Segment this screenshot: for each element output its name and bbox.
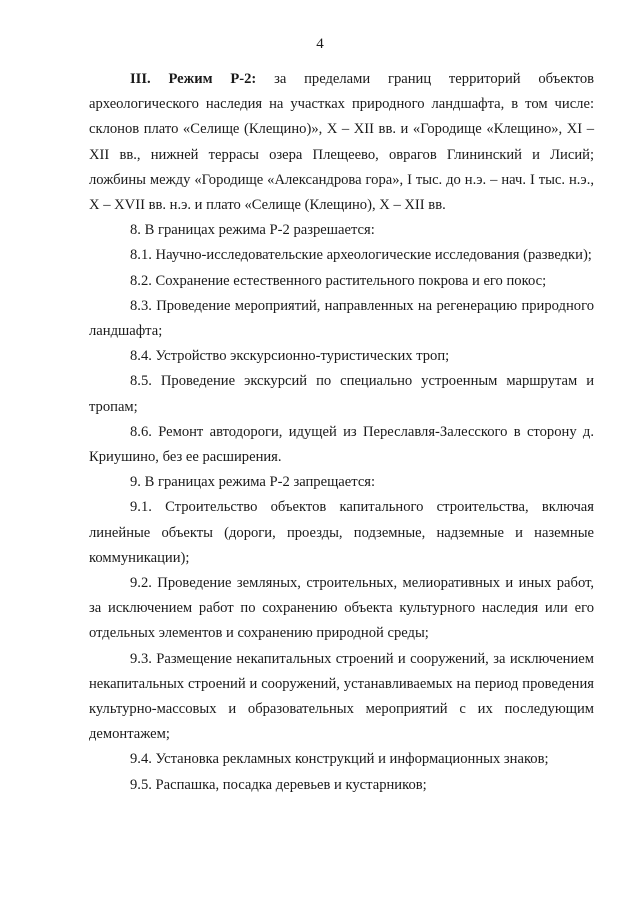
- paragraph-8-2: 8.2. Сохранение естественного растительного покрова и его покос;: [130, 272, 547, 289]
- document-body: [89, 67, 594, 798]
- page-number: 4: [316, 36, 324, 52]
- paragraph-9-1: 9.1. Строительство объектов капитального строительства, включая линейные объекты (дороги, проезды, подземные, надземные и наземные коммуникации);: [89, 499, 594, 566]
- paragraph-8-3: 8.3. Проведение мероприятий, направленных на регенерацию природного ландшафта;: [89, 297, 594, 340]
- paragraph-9-5: 9.5. Распашка, посадка деревьев и кустарников;: [130, 776, 427, 793]
- paragraph-9-3: 9.3. Размещение некапитальных строений и сооружений, за исключением некапитальных строений и сооружений, устанавливаемых на период проведения культурно-массовых и образовательных мероприятий с их последующим демонтажем;: [89, 650, 594, 743]
- paragraph-8-4: 8.4. Устройство экскурсионно-туристических троп;: [130, 348, 450, 365]
- section-heading-paragraph: [89, 67, 594, 218]
- paragraph-9-4: 9.4. Установка рекламных конструкций и информационных знаков;: [130, 751, 549, 768]
- paragraph-8-6: 8.6. Ремонт автодороги, идущей из Переславля-Залесского в сторону д. Криушино, без ее расширения.: [89, 423, 594, 466]
- section-body: за пределами границ территорий объектов археологического наследия на участках природного ландшафта, в том числе: склонов плато «Селище (Клещино)», X – XII вв. и «Городище «Клещино», XI – XII вв., нижней террасы озера Плещеево, оврагов Глининский и Лисий; ложбины между «Городище «Александрова гора», I тыс. до н.э. – нач. I тыс. н.э., X – XVII вв. н.э. и плато «Селище (Клещино), X – XII вв.: [89, 71, 595, 214]
- paragraph-8-1: 8.1. Научно-исследовательские археологические исследования (разведки);: [130, 247, 592, 264]
- section-title: III. Режим Р-2:: [130, 71, 257, 87]
- paragraph-8-5: 8.5. Проведение экскурсий по специально устроенным маршрутам и тропам;: [89, 373, 594, 415]
- paragraph-9-2: 9.2. Проведение земляных, строительных, мелиоративных и иных работ, за исключением работ по сохранению объекта культурного наследия или его отдельных элементов и сохранению природной среды;: [89, 575, 594, 642]
- paragraph-8: 8. В границах режима Р-2 разрешается:: [130, 222, 375, 239]
- paragraph-9: 9. В границах режима Р-2 запрещается:: [130, 474, 376, 491]
